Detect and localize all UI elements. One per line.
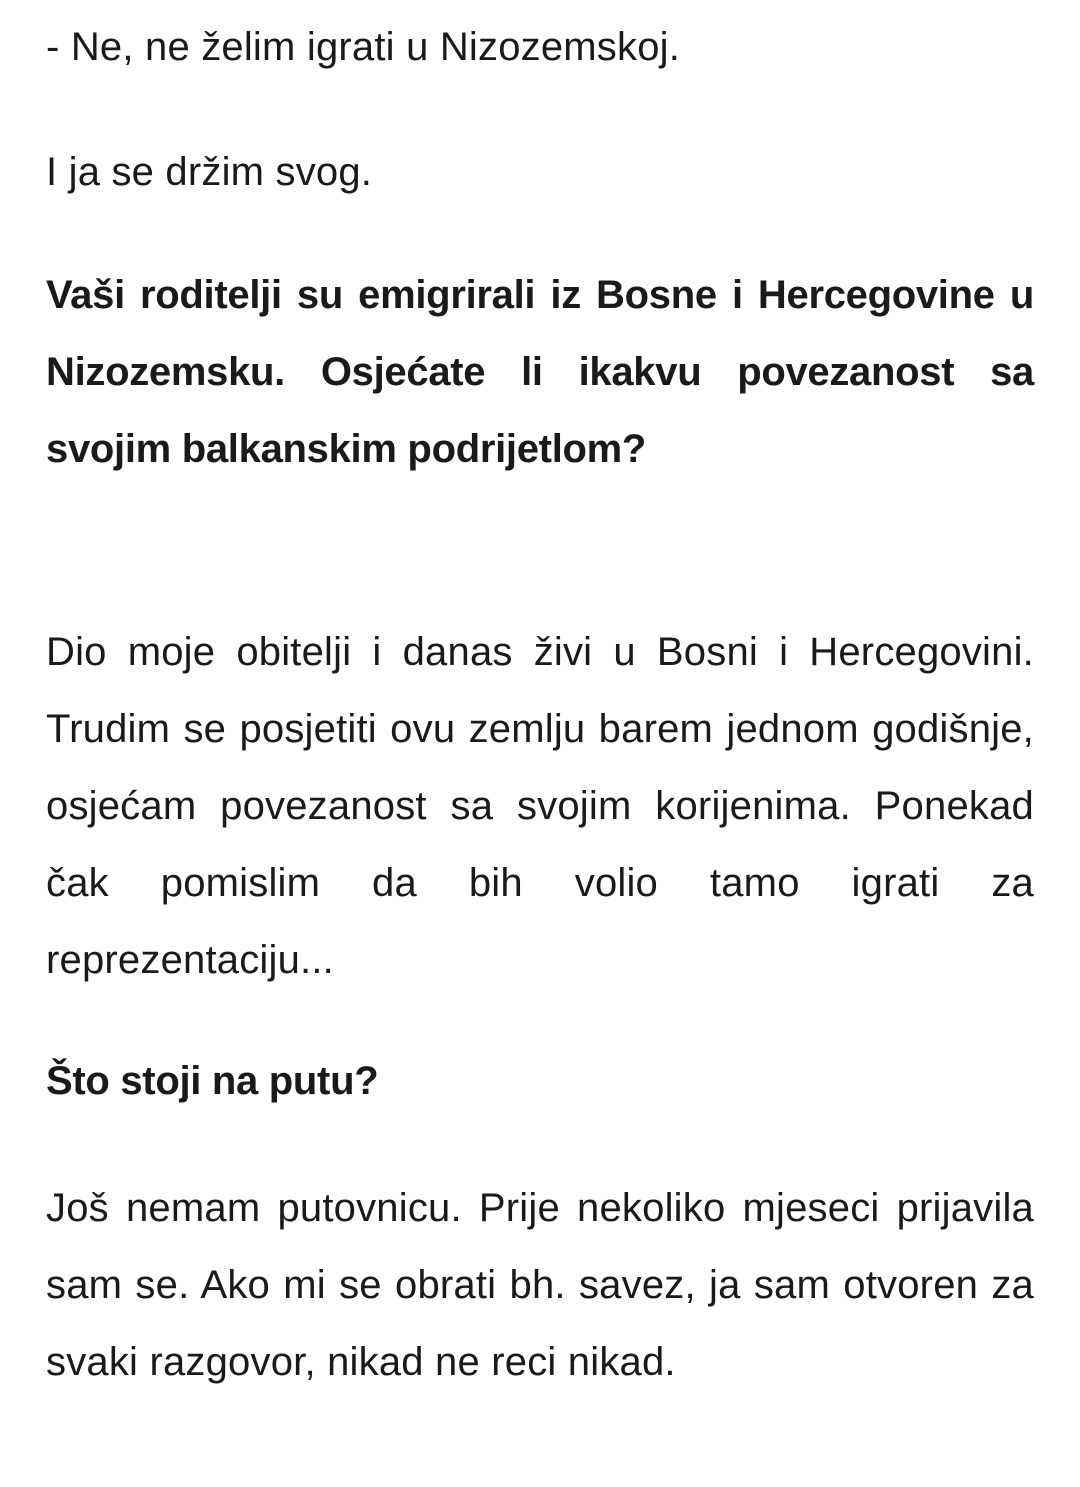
answer-paragraph: Dio moje obitelji i danas živi u Bosni i Hercegovini. Trudim se posjetiti ovu zemlju barem jednom godišnje, osjećam povezanost sa svojim korijenima. Ponekad čak pomislim da bih volio tamo igrati za reprezentaciju... [46, 630, 1034, 982]
answer-paragraph: - Ne, ne želim igrati u Nizozemskoj. [46, 25, 681, 69]
answer-paragraph: I ja se držim svog. [46, 150, 373, 194]
answer-paragraph: Još nemam putovnicu. Prije nekoliko mjeseci prijavila sam se. Ako mi se obrati bh. savez, ja sam otvoren za svaki razgovor, nikad ne reci nikad. [46, 1186, 1034, 1384]
interview-question: Vaši roditelji su emigrirali iz Bosne i Hercegovine u Nizozemsku. Osjećate li ikakvu povezanost sa svojim balkanskim podrijetlom? [46, 273, 1034, 471]
interview-question: Što stoji na putu? [46, 1059, 379, 1103]
